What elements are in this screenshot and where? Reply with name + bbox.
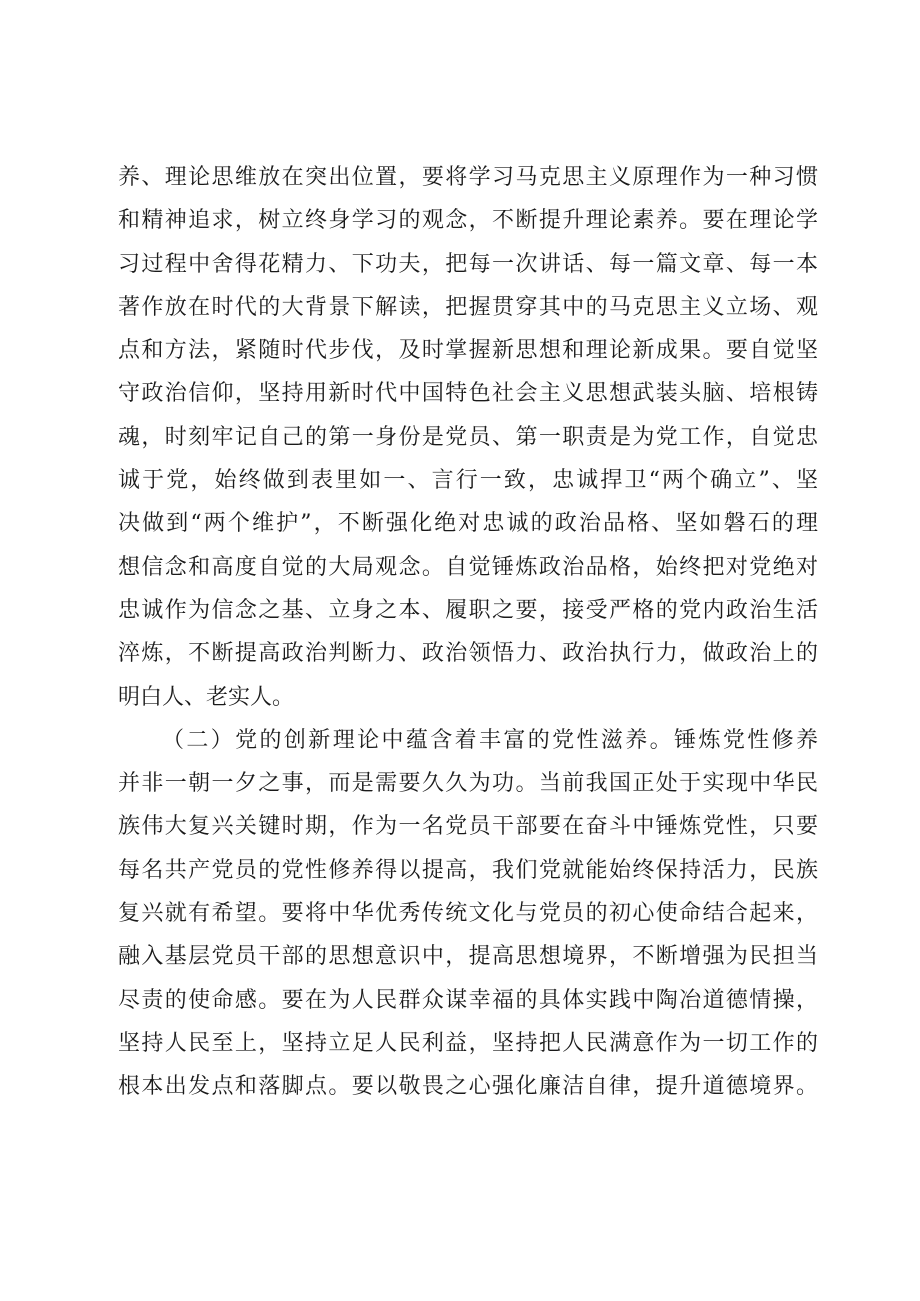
paragraph-2-line: 坚持人民至上，坚持立足人民利益，坚持把人民满意作为一切工作的 bbox=[118, 1030, 818, 1056]
paragraph-1-line: 诚于党，始终做到表里如一、言行一致，忠诚捍卫“两个确立”、坚 bbox=[118, 468, 818, 494]
paragraph-1-line: 决做到“两个维护”，不断强化绝对忠诚的政治品格、坚如磐石的理 bbox=[118, 511, 818, 537]
paragraph-1-line: 明白人、老实人。 bbox=[118, 684, 295, 710]
section-heading-line: （二）党的创新理论中蕴含着丰富的党性滋养。锤炼党性修养 bbox=[162, 727, 818, 753]
paragraph-1-line: 忠诚作为信念之基、立身之本、履职之要，接受严格的党内政治生活 bbox=[118, 597, 818, 623]
paragraph-1-line: 习过程中舍得花精力、下功夫，把每一次讲话、每一篇文章、每一本 bbox=[118, 251, 818, 277]
paragraph-1-line: 养、理论思维放在突出位置，要将学习马克思主义原理作为一种习惯 bbox=[118, 165, 818, 190]
paragraph-2-line: 每名共产党员的党性修养得以提高，我们党就能始终保持活力，民族 bbox=[118, 857, 818, 883]
paragraph-2-line: 族伟大复兴关键时期，作为一名党员干部要在奋斗中锤炼党性，只要 bbox=[118, 814, 818, 840]
paragraph-1 bbox=[118, 156, 818, 719]
paragraph-2-line: 并非一朝一夕之事，而是需要久久为功。当前我国正处于实现中华民 bbox=[118, 771, 818, 797]
paragraph-1-line: 著作放在时代的大背景下解读，把握贯穿其中的马克思主义立场、观 bbox=[118, 294, 818, 320]
document-body bbox=[118, 156, 818, 1109]
paragraph-1-line: 点和方法，紧随时代步伐，及时掌握新思想和理论新成果。要自觉坚 bbox=[118, 338, 818, 364]
paragraph-2-line: 融入基层党员干部的思想意识中，提高思想境界，不断增强为民担当 bbox=[118, 944, 818, 970]
paragraph-2-line: 根本出发点和落脚点。要以敬畏之心强化廉洁自律，提升道德境界。 bbox=[118, 1074, 818, 1100]
paragraph-1-line: 和精神追求，树立终身学习的观念，不断提升理论素养。要在理论学 bbox=[118, 208, 818, 234]
paragraph-2-line: 尽责的使命感。要在为人民群众谋幸福的具体实践中陶冶道德情操， bbox=[118, 987, 818, 1013]
paragraph-2-line: 复兴就有希望。要将中华优秀传统文化与党员的初心使命结合起来， bbox=[118, 901, 818, 927]
paragraph-1-line: 淬炼，不断提高政治判断力、政治领悟力、政治执行力，做政治上的 bbox=[118, 641, 818, 667]
paragraph-1-line: 魂，时刻牢记自己的第一身份是党员、第一职责是为党工作，自觉忠 bbox=[118, 424, 818, 450]
paragraph-1-line: 守政治信仰，坚持用新时代中国特色社会主义思想武装头脑、培根铸 bbox=[118, 381, 818, 407]
paragraph-1-line: 想信念和高度自觉的大局观念。自觉锤炼政治品格，始终把对党绝对 bbox=[118, 554, 818, 580]
paragraph-2 bbox=[118, 719, 818, 1109]
